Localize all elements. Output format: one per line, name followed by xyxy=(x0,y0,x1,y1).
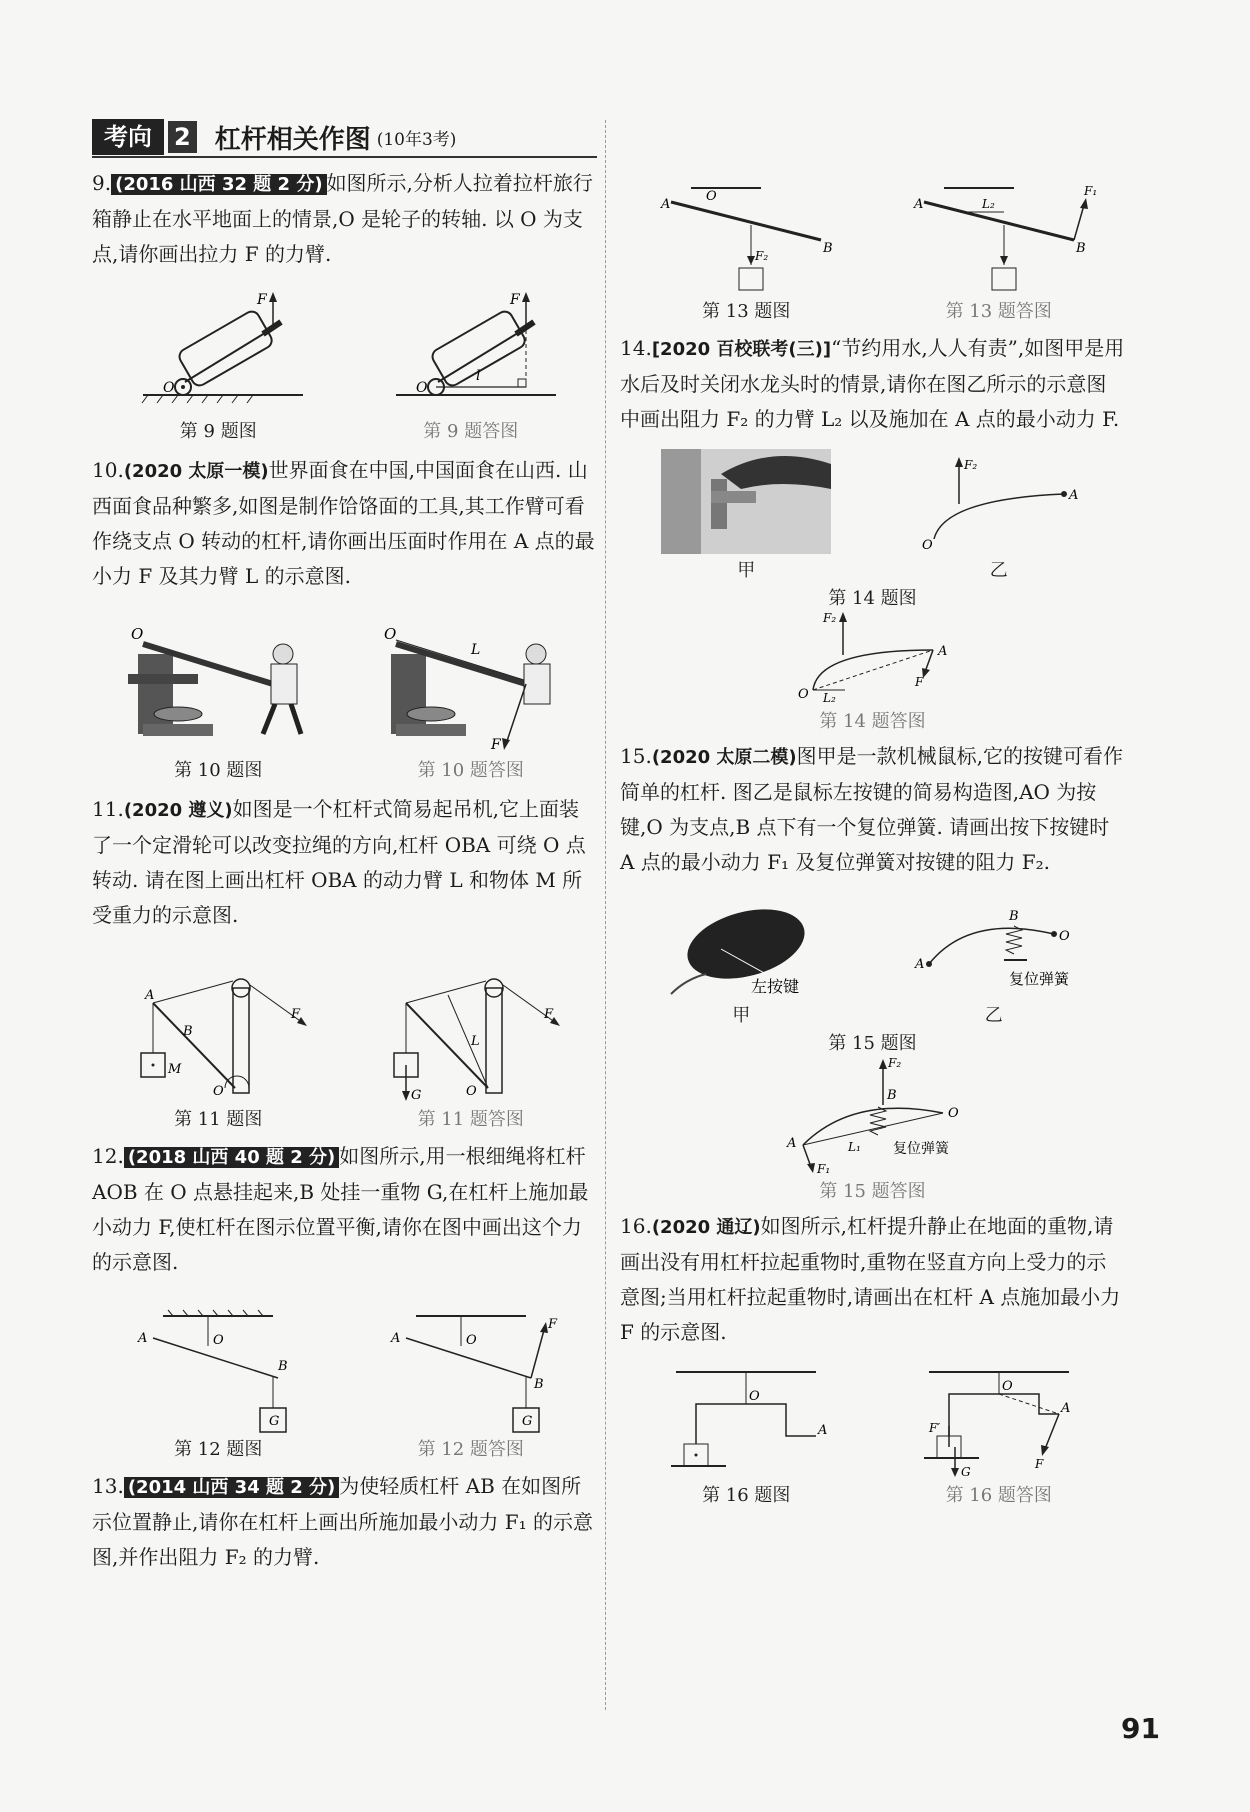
question-16 xyxy=(620,1209,1125,1350)
svg-text:l: l xyxy=(475,368,481,384)
q9-luggage-diagram xyxy=(123,290,313,415)
svg-text:A: A xyxy=(1060,1401,1071,1416)
svg-text:B: B xyxy=(533,1377,544,1392)
q13-lever-diagram xyxy=(651,180,841,295)
q14-caption: 第 14 题图 xyxy=(828,588,917,609)
q10-answer-caption: 第 10 题答图 xyxy=(417,760,524,781)
q14-figures xyxy=(620,449,1125,582)
q11-text: 如图是一个杠杆式简易起吊机,它上面装了一个定滑轮可以改变拉绳的方向,杠杆 OBA 可绕 O 点转动. 请在图上画出杠杆 OBA 的动力臂 L 和物体 M 所受重力的示意图. xyxy=(92,797,586,927)
svg-text:O: O xyxy=(465,1333,477,1348)
svg-text:O: O xyxy=(383,625,397,643)
svg-text:O: O xyxy=(465,1084,477,1099)
q11-figures xyxy=(92,973,597,1131)
svg-text:B: B xyxy=(278,1359,288,1374)
page-number: 91 xyxy=(1121,1712,1160,1745)
svg-text:A: A xyxy=(661,197,671,212)
q11-answer-figure xyxy=(376,973,566,1131)
q9-answer-caption: 第 9 题答图 xyxy=(423,421,519,442)
q9-number: 9. xyxy=(92,171,112,195)
q16-text: 如图所示,杠杆提升静止在地面的重物,请画出没有用杠杆拉起重物时,重物在竖直方向上受力的示意图;当用杠杆拉起重物时,请画出在杠杆 A 点施加最小力 F 的示意图. xyxy=(620,1214,1121,1344)
q13-number: 13. xyxy=(92,1474,124,1498)
q15-figures xyxy=(620,904,1125,1027)
q14-lever-diagram xyxy=(914,449,1084,554)
q13-text: 为使轻质杠杆 AB 在如图所示位置静止,请你在杠杆上画出所施加最小动力 F₁ 的示意图,并作出阻力 F₂ 的力臂. xyxy=(92,1474,593,1569)
q14-caption-block xyxy=(620,584,1125,733)
q13-answer-figure xyxy=(904,180,1097,323)
q10-answer-figure xyxy=(376,624,566,782)
question-10 xyxy=(92,453,597,594)
q16-number: 16. xyxy=(620,1214,652,1238)
svg-text:O: O xyxy=(921,538,933,553)
q13-tag: (2014 山西 34 题 2 分) xyxy=(124,1477,339,1498)
question-13 xyxy=(92,1469,597,1575)
section-number: 2 xyxy=(168,121,197,153)
question-11 xyxy=(92,792,597,933)
svg-text:O: O xyxy=(1058,929,1070,944)
svg-text:F: F xyxy=(547,1317,557,1332)
svg-text:F₁: F₁ xyxy=(1083,184,1097,198)
q10-figure xyxy=(123,624,313,782)
svg-text:G: G xyxy=(521,1414,533,1429)
svg-text:O: O xyxy=(947,1106,959,1121)
section-title: 杠杆相关作图 xyxy=(214,124,371,155)
svg-text:B: B xyxy=(886,1088,897,1103)
section-note: (10年3考) xyxy=(376,129,457,150)
q15-text: 图甲是一款机械鼠标,它的按键可看作简单的杠杆. 图乙是鼠标左按键的简易构造图,AO 为按键,O 为支点,B 点下有一个复位弹簧. 请画出按下按键时 A 点的最小动力 F₁ 及复位弹簧对按键的阻力 F₂. xyxy=(620,744,1123,874)
q14-number: 14. xyxy=(620,336,652,360)
q13-figure xyxy=(651,180,841,323)
q11-source: (2020 遵义) xyxy=(123,800,233,821)
q12-figures xyxy=(92,1308,597,1461)
svg-text:F₂: F₂ xyxy=(963,458,977,472)
q12-figure xyxy=(123,1308,313,1461)
q16-source: (2020 通辽) xyxy=(651,1217,761,1238)
q12-number: 12. xyxy=(92,1144,124,1168)
q14-jia-figure xyxy=(661,449,831,582)
q16-figures xyxy=(620,1364,1125,1507)
q16-answer-figure xyxy=(909,1364,1089,1507)
svg-text:A: A xyxy=(937,644,947,659)
q9-caption: 第 9 题图 xyxy=(179,421,257,442)
q10-source: (2020 太原一模) xyxy=(123,461,269,482)
q15-spring-label: 复位弹簧 xyxy=(1008,970,1069,988)
svg-text:O: O xyxy=(213,1333,224,1348)
q15-answer-spring-label: 复位弹簧 xyxy=(892,1141,949,1157)
svg-text:O: O xyxy=(213,1084,224,1099)
section-badge: 考向 xyxy=(92,119,164,155)
q16-caption: 第 16 题图 xyxy=(702,1485,791,1506)
question-14 xyxy=(620,331,1125,437)
svg-text:B: B xyxy=(1008,909,1019,924)
q13-caption: 第 13 题图 xyxy=(702,301,791,322)
svg-text:A: A xyxy=(914,957,925,972)
svg-text:M: M xyxy=(168,1062,182,1077)
svg-text:G: G xyxy=(410,1088,422,1103)
q13-figures xyxy=(620,180,1125,323)
q10-text: 世界面食在中国,中国面食在山西. 山西面食品种繁多,如图是制作饸饹面的工具,其工作臂可看作绕支点 O 转动的杠杆,请你画出压面时作用在 A 点的最小力 F 及其力臂 L 的示意图. xyxy=(92,458,595,588)
svg-text:L₁: L₁ xyxy=(847,1140,861,1154)
q15-caption-block xyxy=(620,1029,1125,1203)
svg-text:O: O xyxy=(749,1389,760,1404)
q14-text: “节约用水,人人有责”,如图甲是用水后及时关闭水龙头时的情景,请你在图乙所示的示意图中画出阻力 F₂ 的力臂 L₂ 以及施加在 A 点的最小动力 F. xyxy=(620,336,1125,431)
q15-yi-figure xyxy=(909,904,1079,1027)
q15-jia-figure xyxy=(666,904,816,1027)
q15-answer-diagram xyxy=(773,1055,973,1175)
q15-mouse-photo xyxy=(666,904,816,999)
svg-text:F₁: F₁ xyxy=(816,1162,830,1176)
q12-caption: 第 12 题图 xyxy=(174,1439,263,1460)
q12-text: 如图所示,用一根细绳将杠杆 AOB 在 O 点悬挂起来,B 处挂一重物 G,在杠杆上施加最小动力 F,使杠杆在图示位置平衡,请你在图中画出这个力的示意图. xyxy=(92,1144,589,1274)
q11-answer-diagram xyxy=(376,973,566,1103)
section-header xyxy=(92,118,597,158)
svg-text:G: G xyxy=(960,1465,971,1479)
q14-yi-label: 乙 xyxy=(989,560,1008,581)
svg-text:O: O xyxy=(163,380,175,396)
svg-text:F₂: F₂ xyxy=(822,611,836,625)
svg-text:L₂: L₂ xyxy=(981,197,995,211)
right-column xyxy=(620,184,1125,1507)
q13-answer-diagram xyxy=(904,180,1097,295)
q10-caption: 第 10 题图 xyxy=(174,760,263,781)
q15-mouse-key-diagram xyxy=(909,904,1079,999)
q10-figures xyxy=(92,624,597,782)
q11-caption: 第 11 题图 xyxy=(174,1109,263,1130)
svg-text:A: A xyxy=(138,1331,148,1346)
svg-text:A: A xyxy=(786,1136,796,1151)
q14-yi-figure xyxy=(914,449,1084,582)
svg-text:O: O xyxy=(415,380,428,396)
q15-number: 15. xyxy=(620,744,652,768)
q15-yi-label: 乙 xyxy=(984,1005,1003,1026)
svg-text:A: A xyxy=(145,988,155,1003)
q16-answer-diagram xyxy=(909,1364,1089,1479)
q14-answer-caption: 第 14 题答图 xyxy=(819,711,926,732)
svg-text:F: F xyxy=(543,1007,553,1022)
q12-answer-diagram xyxy=(376,1308,566,1433)
svg-text:L: L xyxy=(470,1034,480,1049)
q15-jia-label: 甲 xyxy=(732,1005,751,1026)
q14-answer-diagram xyxy=(783,610,963,705)
q10-number: 10. xyxy=(92,458,124,482)
svg-text:O: O xyxy=(797,687,809,702)
svg-text:A: A xyxy=(1068,488,1079,503)
q13-answer-caption: 第 13 题答图 xyxy=(945,301,1052,322)
q15-caption: 第 15 题图 xyxy=(828,1033,917,1054)
q9-figures xyxy=(92,290,597,443)
svg-text:F: F xyxy=(257,292,267,308)
svg-text:O: O xyxy=(131,625,144,643)
q12-tag: (2018 山西 40 题 2 分) xyxy=(124,1147,339,1168)
q16-figure xyxy=(656,1364,836,1507)
svg-text:F₂: F₂ xyxy=(887,1056,901,1070)
column-divider xyxy=(605,120,606,1710)
q11-answer-caption: 第 11 题答图 xyxy=(417,1109,524,1130)
question-15 xyxy=(620,739,1125,880)
q15-left-key-label: 左按键 xyxy=(751,977,800,996)
q11-crane-diagram xyxy=(123,973,313,1103)
q9-tag: (2016 山西 32 题 2 分) xyxy=(111,174,326,195)
q14-source: [2020 百校联考(三)] xyxy=(651,339,832,360)
question-12 xyxy=(92,1139,597,1280)
q10-answer-diagram xyxy=(376,624,566,754)
svg-text:F₂: F₂ xyxy=(755,249,769,263)
svg-text:A: A xyxy=(390,1331,401,1346)
svg-text:L: L xyxy=(470,642,481,658)
svg-text:G: G xyxy=(269,1414,280,1429)
q12-lever-diagram xyxy=(123,1308,313,1433)
q11-figure xyxy=(123,973,313,1131)
svg-text:O: O xyxy=(706,189,717,204)
q12-answer-figure xyxy=(376,1308,566,1461)
svg-text:F′: F′ xyxy=(928,1421,940,1435)
svg-text:B: B xyxy=(1075,241,1086,256)
q9-text: 如图所示,分析人拉着拉杆旅行箱静止在水平地面上的情景,O 是轮子的转轴. 以 O 为支点,请你画出拉力 F 的力臂. xyxy=(92,171,593,266)
svg-text:A: A xyxy=(913,197,924,212)
svg-text:B: B xyxy=(183,1024,193,1039)
q14-faucet-photo xyxy=(661,449,831,554)
svg-text:F: F xyxy=(509,292,520,308)
question-9 xyxy=(92,166,597,272)
q14-jia-label: 甲 xyxy=(737,560,756,581)
q15-source: (2020 太原二模) xyxy=(651,747,797,768)
svg-text:F: F xyxy=(914,675,923,689)
q11-number: 11. xyxy=(92,797,124,821)
q15-answer-caption: 第 15 题答图 xyxy=(819,1181,926,1202)
q9-figure xyxy=(123,290,313,443)
svg-text:F: F xyxy=(490,737,501,753)
q10-noodle-press-diagram xyxy=(123,624,313,754)
svg-text:F: F xyxy=(1034,1457,1044,1471)
q9-answer-diagram xyxy=(376,290,566,415)
svg-text:F: F xyxy=(291,1007,301,1022)
q9-answer-figure xyxy=(376,290,566,443)
q16-lever-diagram xyxy=(656,1364,836,1479)
svg-text:L₂: L₂ xyxy=(822,691,836,705)
svg-text:O: O xyxy=(1001,1379,1013,1394)
q16-answer-caption: 第 16 题答图 xyxy=(945,1485,1052,1506)
svg-text:B: B xyxy=(823,241,833,256)
left-column xyxy=(92,118,597,1575)
q12-answer-caption: 第 12 题答图 xyxy=(417,1439,524,1460)
svg-text:A: A xyxy=(818,1423,828,1438)
